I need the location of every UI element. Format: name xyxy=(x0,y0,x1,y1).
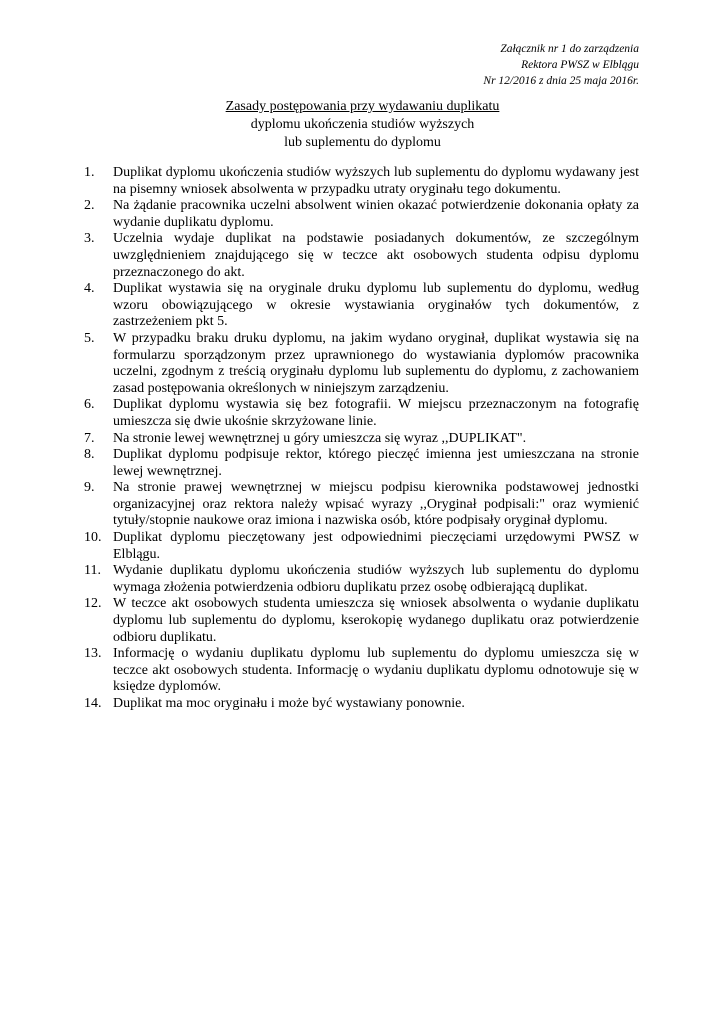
title-line-3: lub suplementu do dyplomu xyxy=(284,135,441,150)
item-number: 1. xyxy=(84,165,95,180)
item-number: 12. xyxy=(84,596,102,612)
item-text: Duplikat ma moc oryginału i może być wystawiany ponownie. xyxy=(113,696,465,711)
item-number: 7. xyxy=(84,430,95,446)
list-item xyxy=(84,165,639,198)
title-line-2: dyplomu ukończenia studiów wyższych xyxy=(250,117,475,132)
item-number: 4. xyxy=(84,281,95,297)
item-text: Duplikat dyplomu pieczętowany jest odpowiednimi pieczęciami urzędowymi PWSZ w Elblągu. xyxy=(113,530,639,562)
list-item xyxy=(84,431,639,448)
list-item xyxy=(84,281,639,331)
list-item xyxy=(84,696,639,713)
list-item xyxy=(84,331,639,397)
annex-line-3: Nr 12/2016 z dnia 25 maja 2016r. xyxy=(483,75,639,87)
list-item xyxy=(84,530,639,563)
item-number: 10. xyxy=(84,530,102,546)
document-title xyxy=(0,98,725,152)
item-text: Na żądanie pracownika uczelni absolwent winien okazać potwierdzenie dokonania opłaty za wydanie duplikatu dyplomu. xyxy=(113,198,639,230)
item-number: 8. xyxy=(84,447,95,463)
item-text: Informację o wydaniu duplikatu dyplomu lub suplementu do dyplomu umieszcza się w teczce akt osobowych studenta. Informację o wydaniu duplikatu dyplomu odnotowuje się w księdze dyplomów. xyxy=(113,646,639,695)
rules-list xyxy=(84,165,639,713)
list-item xyxy=(84,397,639,430)
list-item xyxy=(84,480,639,530)
list-item xyxy=(84,596,639,646)
item-text: Duplikat dyplomu wystawia się bez fotografii. W miejscu przeznaczonym na fotografię umieszcza się dwie ukośnie skrzyżowane linie. xyxy=(113,397,639,429)
item-text: W teczce akt osobowych studenta umieszcza się wniosek absolwenta o wydanie duplikatu dyplomu lub suplementu do dyplomu, kserokopię wydanego duplikatu oraz potwierdzenie odbioru duplikatu. xyxy=(113,596,639,645)
item-text: Na stronie lewej wewnętrznej u góry umieszcza się wyraz ,,DUPLIKAT". xyxy=(113,430,527,446)
item-text: Duplikat wystawia się na oryginale druku dyplomu lub suplementu do dyplomu, według wzoru obowiązującego w okresie wystawiania oryginałów tych dokumentów, z zastrzeżeniem pkt 5. xyxy=(113,281,639,330)
annex-line-1: Załącznik nr 1 do zarządzenia xyxy=(500,43,639,55)
item-text: Na stronie prawej wewnętrznej w miejscu podpisu kierownika podstawowej jednostki organizacyjnej oraz rektora należy wpisać wyrazy ,,Oryginał podpisali:" oraz wymienić tytuły/stopnie naukowe oraz imiona i nazwiska osób, które podpisały oryginał dyplomu. xyxy=(113,480,639,529)
annex-note xyxy=(483,41,639,89)
item-text: W przypadku braku druku dyplomu, na jakim wydano oryginał, duplikat wystawia się na formularzu sporządzonym przez uprawnionego do wystawiania dyplomów pracownika uczelni, zgodnym z treścią oryginału dyplomu lub suplementu do dyplomu, z zachowaniem zasad postępowania określonych w niniejszym zarządzeniu. xyxy=(113,330,639,396)
list-item xyxy=(84,563,639,596)
item-number: 9. xyxy=(84,480,95,496)
item-number: 11. xyxy=(84,563,101,579)
annex-line-2: Rektora PWSZ w Elblągu xyxy=(521,59,639,71)
item-text: Uczelnia wydaje duplikat na podstawie posiadanych dokumentów, ze szczególnym uwzględnieniem znajdującego się w teczce akt osobowych studenta odpisu dyplomu przeznaczonego do akt. xyxy=(113,231,639,280)
item-number: 5. xyxy=(84,330,95,346)
list-item xyxy=(84,198,639,231)
item-number: 13. xyxy=(84,646,102,662)
list-item xyxy=(84,447,639,480)
item-number: 14. xyxy=(84,696,102,711)
item-text: Wydanie duplikatu dyplomu ukończenia studiów wyższych lub suplementu do dyplomu wymaga złożenia potwierdzenia odbioru duplikatu przez osobę odbierającą duplikat. xyxy=(113,563,639,595)
item-text: Duplikat dyplomu podpisuje rektor, którego pieczęć imienna jest umieszczana na stronie lewej wewnętrznej. xyxy=(113,447,639,479)
item-number: 2. xyxy=(84,198,95,214)
list-item xyxy=(84,231,639,281)
list-item xyxy=(84,646,639,696)
title-line-1: Zasady postępowania przy wydawaniu duplikatu xyxy=(225,99,500,114)
item-number: 6. xyxy=(84,397,95,413)
item-number: 3. xyxy=(84,231,95,247)
item-text: Duplikat dyplomu ukończenia studiów wyższych lub suplementu do dyplomu wydawany jest na pisemny wniosek absolwenta w przypadku utraty oryginału tego dokumentu. xyxy=(113,165,639,197)
